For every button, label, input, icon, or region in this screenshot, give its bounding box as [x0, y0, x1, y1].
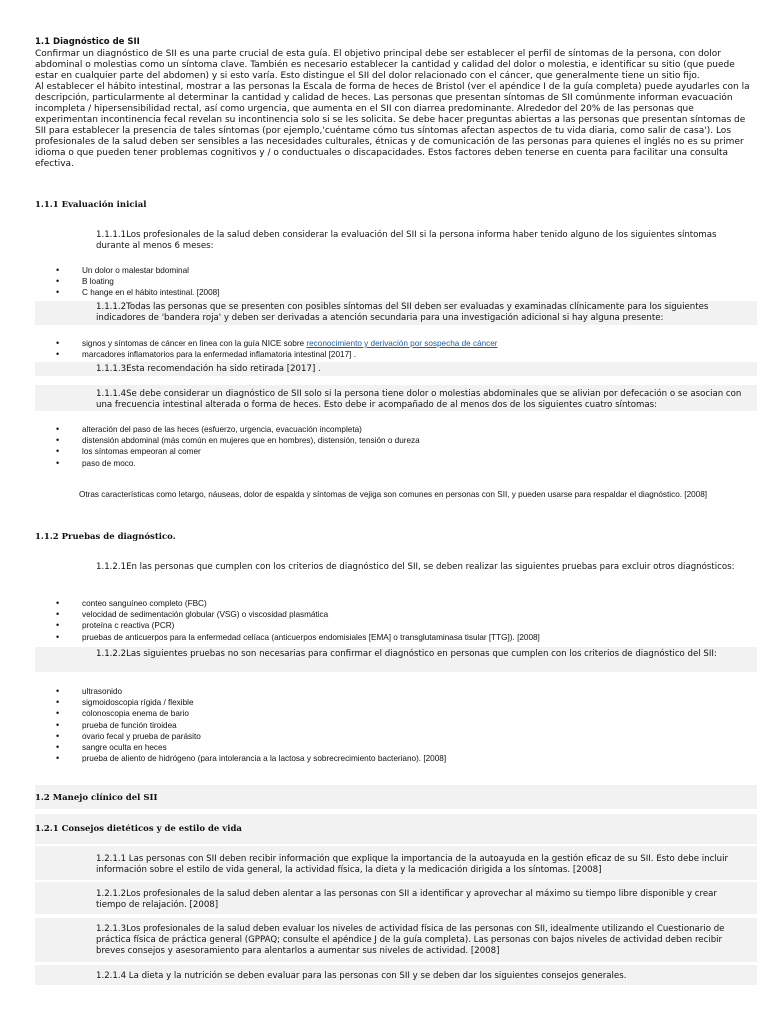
list-item: • B loating	[56, 276, 219, 287]
list-item: • C hange en el hábito intestinal. [2008]	[56, 287, 219, 298]
section-heading-evaluacion-inicial: 1.1.1 Evaluación inicial	[35, 200, 147, 210]
test-list	[56, 598, 540, 643]
recommendation-1-1-1-2: 1.1.1.2Todas las personas que se presenten con posibles síntomas del SII deben ser evaluadas y examinadas clínicamente para los siguientes indicadores de 'bandera roja' y deben ser derivadas a atención secundaria para una investigación adicional si hay alguna presente:	[96, 302, 709, 323]
recommendation-1-1-2-2: 1.1.2.2Las siguientes pruebas no son necesarias para confirmar el diagnóstico en personas que cumplen con los criterios de diagnóstico del SII:	[96, 649, 717, 659]
list-item: • ultrasonido	[56, 686, 446, 697]
section-heading-consejos: 1.2.1 Consejos dietéticos y de estilo de vida	[35, 824, 242, 834]
list-item	[56, 338, 498, 349]
recommendation-1-1-1-1: 1.1.1.1Los profesionales de la salud deben considerar la evaluación del SII si la persona informa haber tenido alguno de los siguientes síntomas durante al menos 6 meses:	[96, 230, 717, 251]
list-item: • conteo sanguíneo completo (FBC)	[56, 598, 540, 609]
diagnostic-symptom-list	[56, 424, 420, 469]
list-item: • paso de moco.	[56, 458, 420, 469]
unnecessary-test-list	[56, 686, 446, 764]
list-item: • prueba de función tiroidea	[56, 720, 446, 731]
list-item: • pruebas de anticuerpos para la enfermedad celíaca (anticuerpos endomisiales [EMA] o transglutaminasa tisular [TTG]). [2008]	[56, 632, 540, 643]
recommendation-1-1-1-3: 1.1.1.3Esta recomendación ha sido retirada [2017] .	[96, 364, 321, 374]
list-item: • Un dolor o malestar bdominal	[56, 265, 219, 276]
recommendation-1-2-1-1: 1.2.1.1 Las personas con SII deben recibir información que explique la importancia de la autoayuda en la gestión eficaz de su SII. Esto debe incluir información sobre el estilo de vida general, la actividad física, la dieta y la medicación dirigida a los síntomas. [2008]	[96, 854, 729, 875]
list-item: • proteína c reactiva (PCR)	[56, 620, 540, 631]
red-flag-list	[56, 338, 498, 360]
symptom-list	[56, 265, 219, 299]
supporting-note: Otras características como letargo, náuseas, dolor de espalda y síntomas de vejiga son comunes en personas con SII, y pueden usarse para respaldar el diagnóstico. [2008]	[79, 490, 708, 499]
recommendation-1-1-1-4: 1.1.1.4Se debe considerar un diagnóstico de SII solo si la persona tiene dolor o molestias abdominales que se alivian por defecación o se asocian con una frecuencia intestinal alterada o forma de heces. Esto debe ir acompañado de al menos dos de los siguientes cuatro síntomas:	[96, 389, 742, 410]
list-item: • colonoscopia enema de bario	[56, 708, 446, 719]
list-item: • alteración del paso de las heces (esfuerzo, urgencia, evacuación incompleta)	[56, 424, 420, 435]
recommendation-1-2-1-4: 1.2.1.4 La dieta y la nutrición se deben evaluar para las personas con SII y se deben dar los siguientes consejos generales.	[96, 971, 627, 981]
list-item: • velocidad de sedimentación globular (VSG) o viscosidad plasmática	[56, 609, 540, 620]
recommendation-1-1-2-1: 1.1.2.1En las personas que cumplen con los criterios de diagnóstico del SII, se deben realizar las siguientes pruebas para excluir otros diagnósticos:	[96, 562, 735, 572]
list-item: • ovario fecal y prueba de parásito	[56, 731, 446, 742]
list-item: • sigmoidoscopia rígida / flexible	[56, 697, 446, 708]
intro-paragraph-1: Confirmar un diagnóstico de SII es una parte crucial de esta guía. El objetivo principal debe ser establecer el perfil de síntomas de la persona, con dolor abdominal o molestias como un síntoma clave. También es necesario establecer la cantidad y calidad del dolor o molestia, e identificar su sitio (que puede estar en cualquier parte del abdomen) y si esto varía. Esto distingue el SII del dolor relacionado con el cáncer, que generalmente tiene un sitio fijo.	[35, 49, 735, 81]
nice-guideline-link[interactable]: reconocimiento y derivación por sospecha de cáncer	[306, 339, 498, 348]
list-item: • sangre oculta en heces	[56, 742, 446, 753]
list-item-text: signos y síntomas de cáncer en línea con la guía NICE sobre	[82, 339, 305, 348]
intro-paragraph-2: Al establecer el hábito intestinal, mostrar a las personas la Escala de forma de heces de Bristol (ver el apéndice I de la guía completa) puede ayudarles con la descripción, particularmente al determinar la cantidad y calidad de heces. Las personas que presentan síntomas de SII comúnmente informan evacuación incompleta / hipersensibilidad rectal, así como urgencia, que aumenta en el SII con diarrea predominante. Alrededor del 20% de las personas que experimentan incontinencia fecal revelan su incontinencia solo si se les solicita. Se debe hacer preguntas abiertas a las personas que presentan síntomas de SII para establecer la presencia de tales síntomas (por ejemplo,'cuéntame cómo tus síntomas afectan aspectos de tu vida diaria, como salir de casa'). Los profesionales de la salud deben ser sensibles a las necesidades culturales, étnicas y de comunicación de las personas para quienes el inglés no es su primer idioma o que pueden tener problemas cognitivos y / o conductuales o discapacidades. Estos factores deben tenerse en cuenta para facilitar una consulta efectiva.	[35, 82, 750, 169]
list-item: • los síntomas empeoran al comer	[56, 446, 420, 457]
list-item: • distensión abdominal (más común en mujeres que en hombres), distensión, tensión o dureza	[56, 435, 420, 446]
list-item: • marcadores inflamatorios para la enfermedad inflamatoria intestinal [2017] .	[56, 349, 498, 360]
intro-text	[35, 49, 757, 170]
section-heading-diagnostico: 1.1 Diagnóstico de SII	[35, 37, 140, 47]
list-item: • prueba de aliento de hidrógeno (para intolerancia a la lactosa y sobrecrecimiento bacteriano). [2008]	[56, 753, 446, 764]
recommendation-1-2-1-3: 1.2.1.3Los profesionales de la salud deben evaluar los niveles de actividad física de las personas con SII, idealmente utilizando el Cuestionario de práctica física de práctica general (GPPAQ; consulte el apéndice J de la guía completa). Las personas con bajos niveles de actividad deben recibir breves consejos y asesoramiento para alentarlos a aumentar sus niveles de actividad. [2008]	[96, 924, 725, 956]
section-heading-pruebas: 1.1.2 Pruebas de diagnóstico.	[35, 532, 176, 542]
section-heading-manejo-clinico: 1.2 Manejo clínico del SII	[35, 793, 158, 803]
recommendation-1-2-1-2: 1.2.1.2Los profesionales de la salud deben alentar a las personas con SII a identificar y aprovechar al máximo su tiempo libre disponible y crear tiempo de relajación. [2008]	[96, 889, 717, 910]
